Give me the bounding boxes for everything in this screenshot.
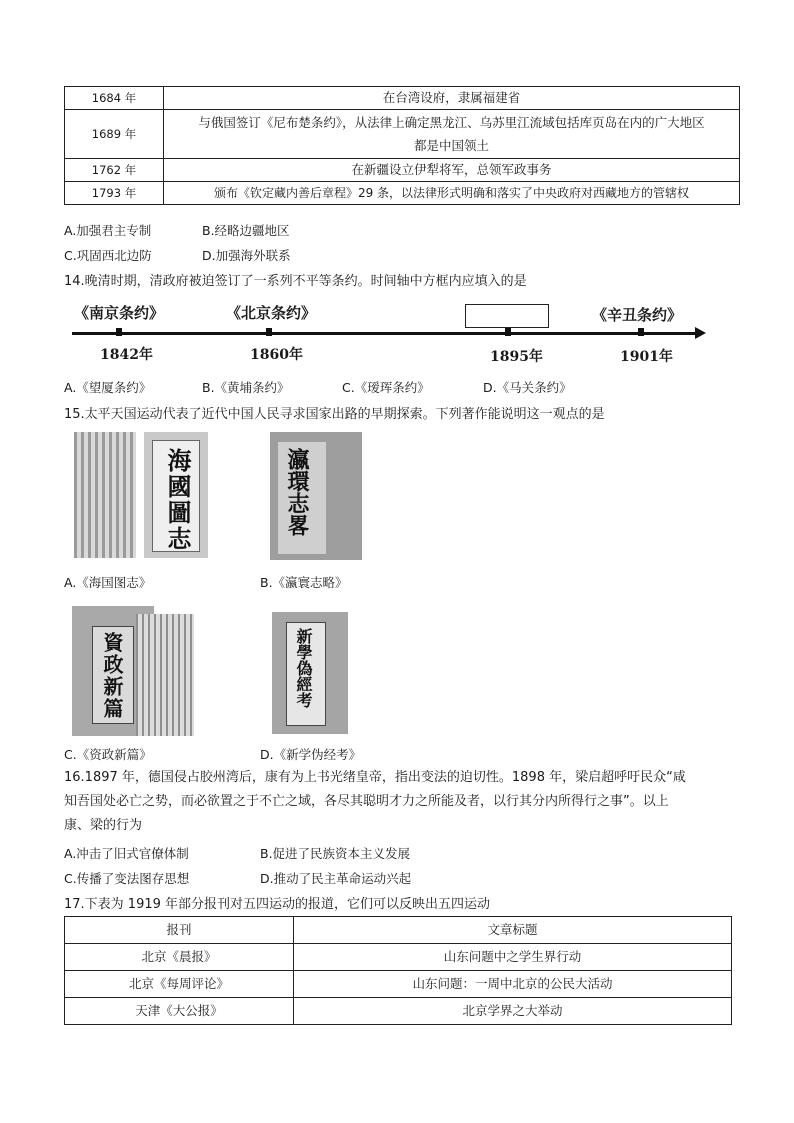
year-cell: 1689 年 — [65, 110, 164, 159]
q16-stem — [64, 766, 740, 838]
q15-stem: 15.太平天国运动代表了近代中国人民寻求国家出路的早期探索。下列著作能说明这一观点的是 — [64, 407, 605, 422]
timeline-year: 1895年 — [490, 349, 543, 365]
table-row — [65, 971, 732, 998]
q15-option-b[interactable]: B.《瀛寰志略》 — [260, 575, 348, 590]
timeline-tick — [116, 328, 122, 336]
event-cell: 与俄国签订《尼布楚条约》，从法律上确定黑龙江、乌苏里江流域包括库页岛在内的广大地区都是中国领土 — [164, 110, 740, 159]
q15-option-a[interactable]: A.《海国图志》 — [64, 575, 152, 590]
q13-option-b[interactable]: B.经略边疆地区 — [202, 223, 290, 238]
q17-table — [64, 916, 732, 1025]
table-row — [65, 110, 740, 159]
header-cell: 文章标题 — [294, 917, 732, 944]
table-header-row — [65, 917, 732, 944]
book-title-b: 瀛環志畧 — [284, 448, 310, 536]
q14-option-c[interactable]: C.《瑷珲条约》 — [342, 380, 430, 395]
event-cell: 颁布《钦定藏内善后章程》29 条，以法律形式明确和落实了中央政府对西藏地方的管辖权 — [164, 182, 740, 205]
event-cell: 在台湾设府，隶属福建省 — [164, 87, 740, 110]
timeline-tick — [266, 328, 272, 336]
q14-option-d[interactable]: D.《马关条约》 — [483, 380, 572, 395]
timeline-tick — [638, 328, 644, 336]
q13-option-d[interactable]: D.加强海外联系 — [202, 248, 291, 263]
timeline-year: 1860年 — [250, 347, 303, 363]
year-cell: 1684 年 — [65, 87, 164, 110]
timeline-label-nanjing: 《南京条约》 — [74, 304, 165, 322]
title-cell: 山东问题中之学生界行动 — [294, 944, 732, 971]
q13-option-a[interactable]: A.加强君主专制 — [64, 223, 152, 238]
timeline-arrow-icon — [695, 327, 706, 339]
newspaper-cell: 北京《晨报》 — [65, 944, 294, 971]
q15-option-d[interactable]: D.《新学伪经考》 — [260, 747, 362, 762]
year-cell: 1793 年 — [65, 182, 164, 205]
newspaper-cell: 北京《每周评论》 — [65, 971, 294, 998]
timeline-tick — [505, 328, 511, 336]
book-title-a: 海國圖志 — [163, 448, 192, 552]
answer-blank-box — [465, 304, 549, 328]
table-row — [65, 182, 740, 205]
title-cell: 北京学界之大举动 — [294, 998, 732, 1025]
table-row — [65, 87, 740, 110]
q15-option-c[interactable]: C.《资政新篇》 — [64, 747, 152, 762]
table-row — [65, 159, 740, 182]
timeline-axis — [72, 332, 698, 335]
q16-option-c[interactable]: C.传播了变法图存思想 — [64, 871, 190, 886]
timeline-label-beijing: 《北京条约》 — [226, 304, 317, 322]
q13-table — [64, 86, 740, 205]
event-cell: 在新疆设立伊犁将军，总领军政事务 — [164, 159, 740, 182]
title-cell: 山东问题：一周中北京的公民大活动 — [294, 971, 732, 998]
header-cell: 报刊 — [65, 917, 294, 944]
table-row — [65, 998, 732, 1025]
q17-stem: 17.下表为 1919 年部分报刊对五四运动的报道，它们可以反映出五四运动 — [64, 897, 491, 912]
year-cell: 1762 年 — [65, 159, 164, 182]
q14-option-b[interactable]: B.《黄埔条约》 — [202, 380, 290, 395]
timeline-year: 1901年 — [620, 349, 673, 365]
newspaper-cell: 天津《大公报》 — [65, 998, 294, 1025]
q16-stem-line: 知吾国处必亡之势，而必欲置之于不亡之域，各尽其聪明才力之所能及者，以行其分内所得行之事”。以上 — [64, 794, 669, 809]
book-title-d: 新學偽經考 — [294, 628, 313, 708]
timeline-year: 1842年 — [100, 347, 153, 363]
q16-option-d[interactable]: D.推动了民主革命运动兴起 — [260, 871, 412, 886]
q14-stem: 14.晚清时期，清政府被迫签订了一系列不平等条约。时间轴中方框内应填入的是 — [64, 274, 527, 289]
book-title-c: 資政新篇 — [100, 632, 124, 720]
q13-option-c[interactable]: C.巩固西北边防 — [64, 248, 152, 263]
q16-stem-line: 16.1897 年，德国侵占胶州湾后，康有为上书光绪皇帝，指出变法的迫切性。1898 年，梁启超呼吁民众“咸 — [64, 770, 686, 785]
q16-stem-line: 康、梁的行为 — [64, 818, 143, 833]
timeline-label-xinchou: 《辛丑条约》 — [592, 306, 683, 324]
q16-option-a[interactable]: A.冲击了旧式官僚体制 — [64, 846, 189, 861]
q14-option-a[interactable]: A.《望厦条约》 — [64, 380, 152, 395]
table-row — [65, 944, 732, 971]
q16-option-b[interactable]: B.促进了民族资本主义发展 — [260, 846, 411, 861]
